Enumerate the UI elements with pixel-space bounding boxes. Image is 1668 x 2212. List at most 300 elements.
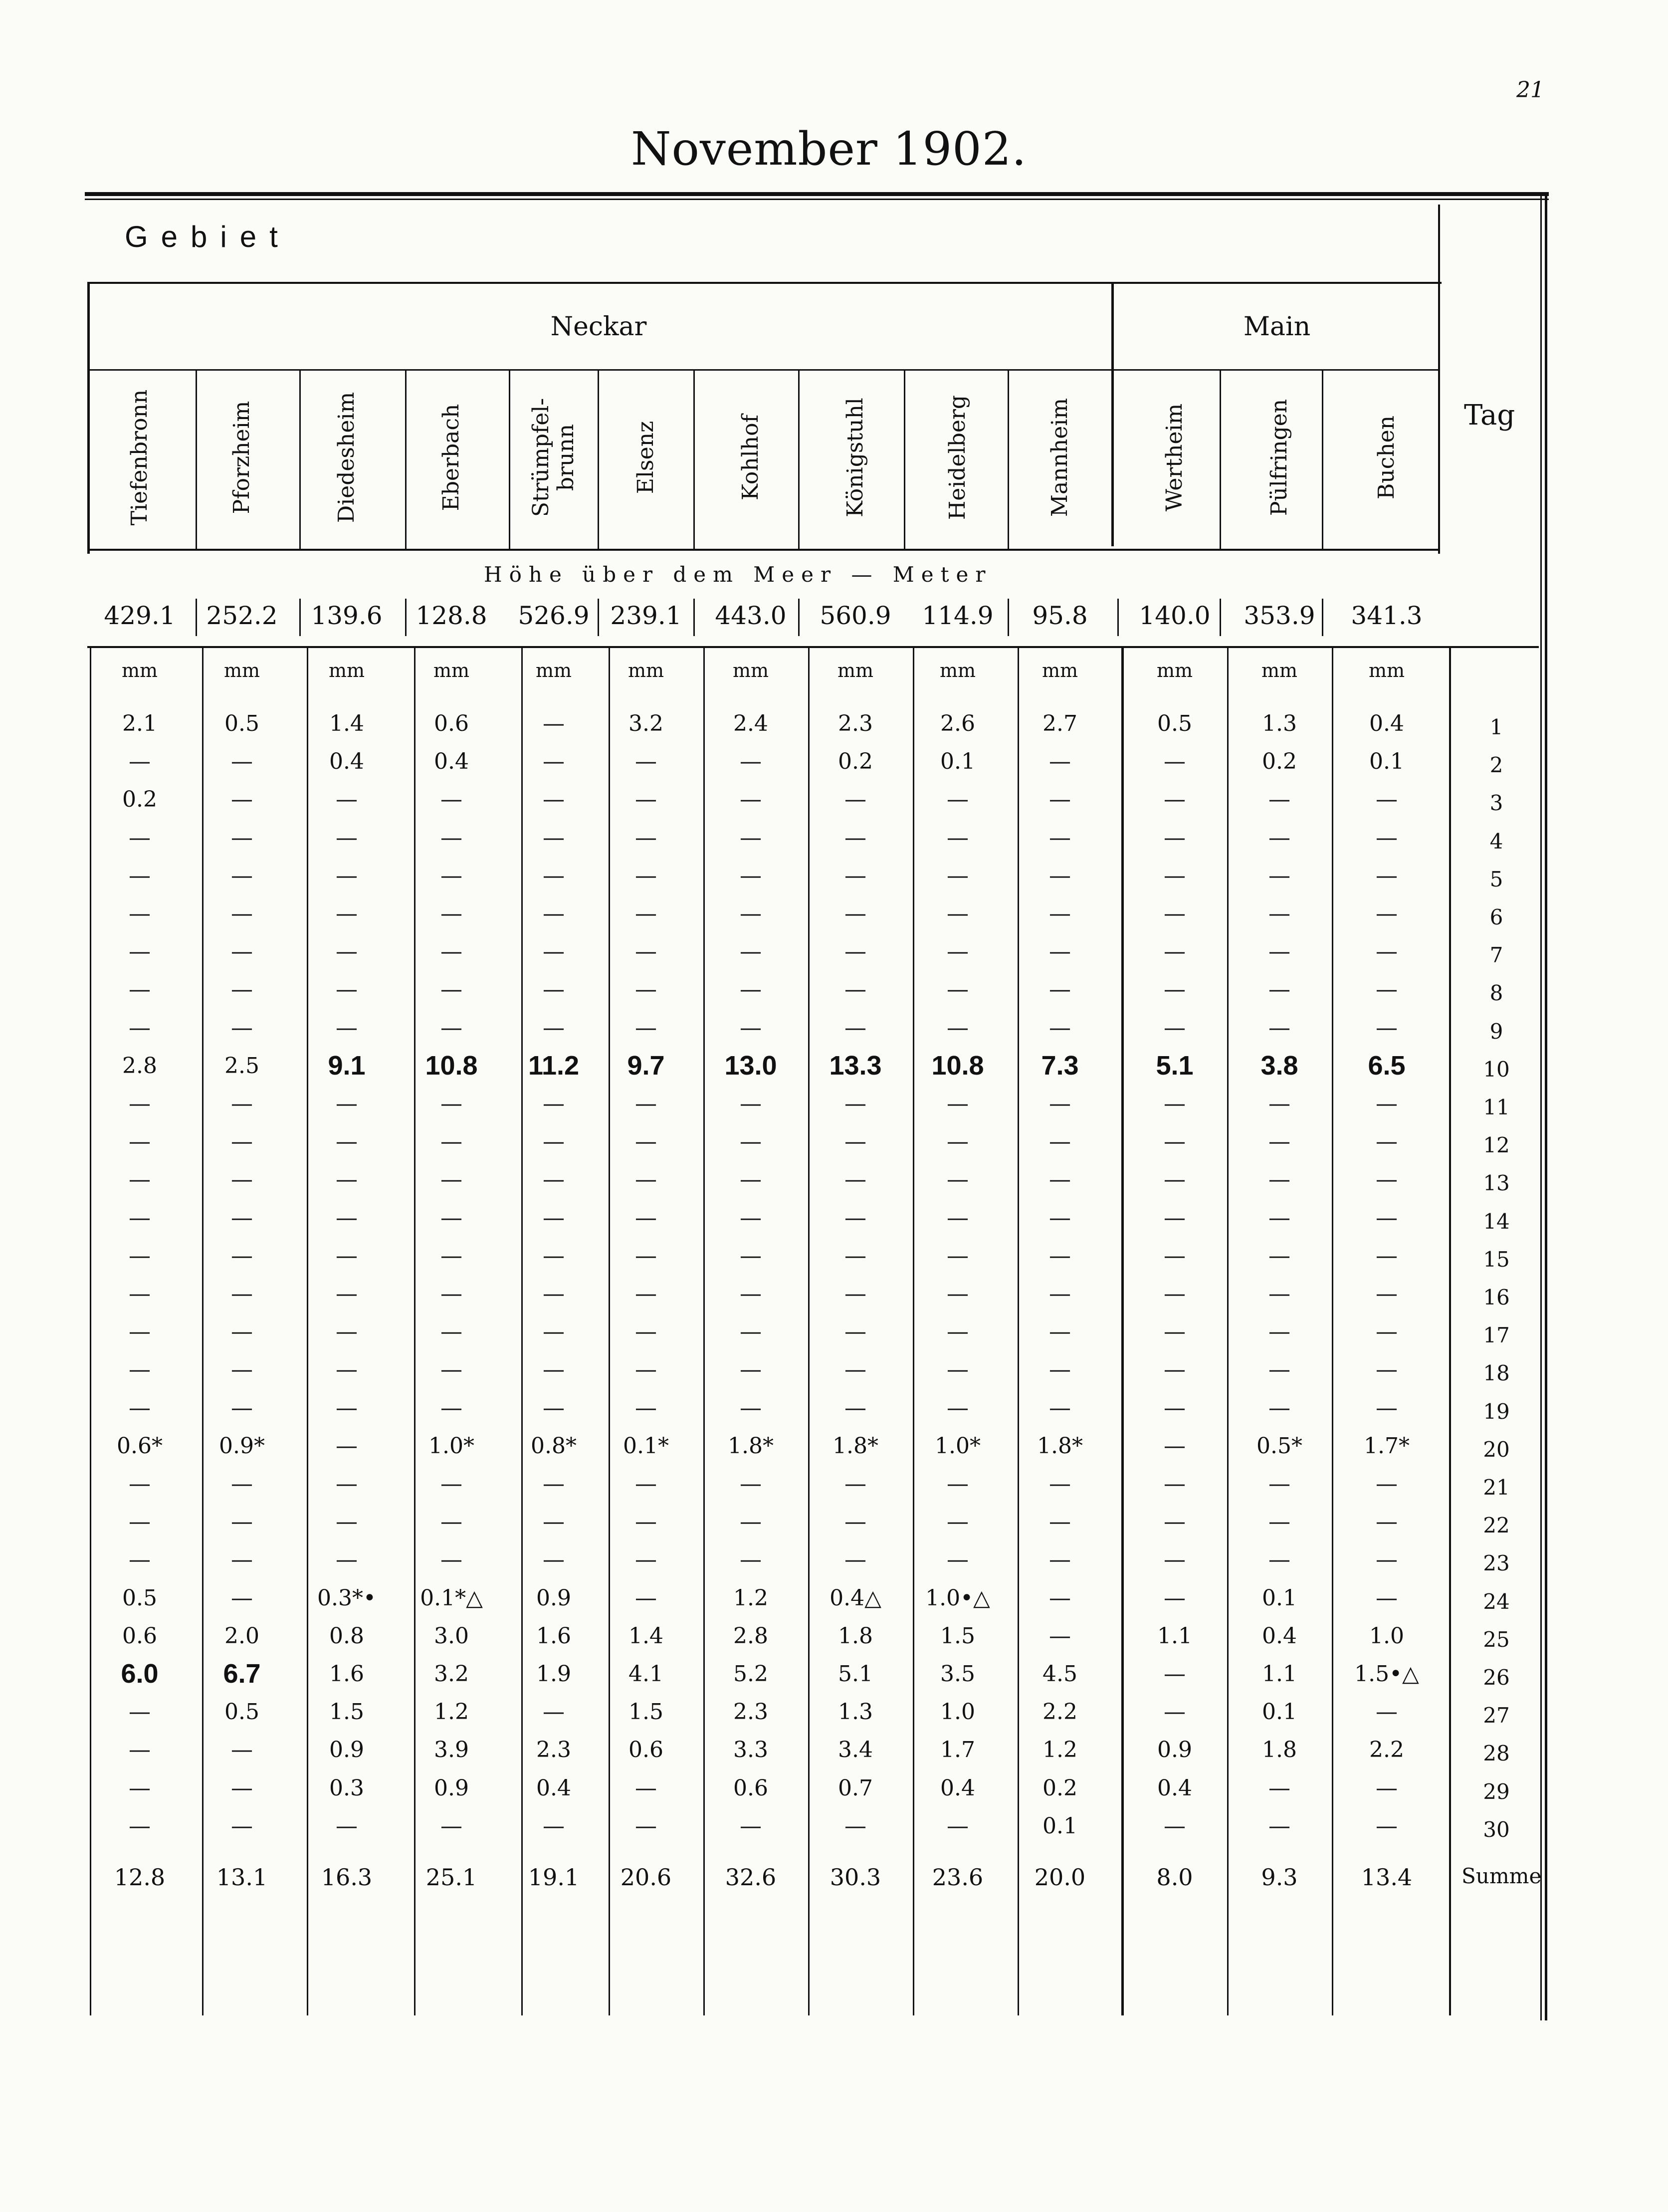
precip-cell: — bbox=[1376, 1509, 1398, 1535]
precip-cell: 2.3 bbox=[536, 1737, 571, 1763]
precip-cell: — bbox=[440, 1509, 462, 1535]
precip-cell: 1.8* bbox=[728, 1433, 774, 1459]
unit-label: mm bbox=[1368, 660, 1405, 681]
day-number: 23 bbox=[1483, 1551, 1510, 1576]
precip-cell: — bbox=[1049, 939, 1071, 965]
day-number: 21 bbox=[1483, 1475, 1510, 1500]
precip-cell: 2.3 bbox=[733, 1699, 768, 1725]
precip-cell: — bbox=[635, 1775, 657, 1801]
precip-cell: — bbox=[129, 1243, 151, 1269]
precip-cell: — bbox=[635, 1129, 657, 1155]
precip-cell: — bbox=[543, 1699, 565, 1725]
precip-cell: — bbox=[844, 1547, 866, 1573]
page-number: 21 bbox=[1516, 77, 1544, 103]
precip-cell: — bbox=[1049, 1319, 1071, 1345]
precip-cell: — bbox=[635, 1319, 657, 1345]
precip-cell: — bbox=[844, 1091, 866, 1116]
station-name bbox=[1230, 370, 1329, 545]
station-name bbox=[90, 370, 190, 545]
tag-column-divider bbox=[1438, 205, 1440, 554]
day-number: 6 bbox=[1489, 905, 1503, 929]
sum-value: 25.1 bbox=[425, 1864, 477, 1891]
precip-cell: — bbox=[1164, 977, 1186, 1003]
precip-cell: 0.8* bbox=[531, 1433, 577, 1459]
precip-cell: — bbox=[129, 1167, 151, 1193]
precip-cell: — bbox=[740, 787, 762, 813]
precip-cell: — bbox=[740, 1167, 762, 1193]
precip-cell: — bbox=[231, 863, 253, 888]
precip-cell: — bbox=[635, 1205, 657, 1231]
precip-cell: — bbox=[1164, 1281, 1186, 1307]
precip-cell: — bbox=[635, 939, 657, 965]
day-number: 7 bbox=[1489, 943, 1503, 968]
precip-cell: 6.7 bbox=[223, 1659, 261, 1689]
precip-cell: — bbox=[1164, 1661, 1186, 1687]
precip-cell: 1.0 bbox=[1369, 1623, 1404, 1649]
precip-cell: — bbox=[844, 1813, 866, 1839]
precip-cell: — bbox=[740, 1015, 762, 1041]
page-title: November 1902. bbox=[631, 122, 1027, 176]
group-main: Main bbox=[1243, 312, 1311, 342]
precip-cell: — bbox=[844, 1319, 866, 1345]
precip-cell: — bbox=[129, 749, 151, 775]
precip-cell: — bbox=[1164, 1129, 1186, 1155]
precip-cell: — bbox=[1049, 1509, 1071, 1535]
day-number: 15 bbox=[1483, 1247, 1510, 1272]
precip-cell: 0.4 bbox=[329, 749, 364, 775]
precip-cell: — bbox=[1049, 1205, 1071, 1231]
precip-cell: — bbox=[635, 825, 657, 851]
precip-cell: 3.4 bbox=[838, 1737, 873, 1763]
station-label: Kohlhof bbox=[738, 415, 763, 500]
precip-cell: 1.5 bbox=[628, 1699, 663, 1725]
precip-cell: — bbox=[336, 939, 358, 965]
precip-cell: 1.7* bbox=[1364, 1433, 1410, 1459]
precip-cell: — bbox=[844, 1281, 866, 1307]
precip-cell: — bbox=[740, 1091, 762, 1116]
precip-cell: — bbox=[947, 825, 969, 851]
precip-cell: 0.9 bbox=[434, 1775, 469, 1801]
precip-cell: — bbox=[1376, 1395, 1398, 1421]
precip-cell: — bbox=[740, 1509, 762, 1535]
precip-cell: — bbox=[844, 825, 866, 851]
precip-cell: — bbox=[1376, 1775, 1398, 1801]
precip-cell: 1.8* bbox=[1037, 1433, 1083, 1459]
precip-cell: — bbox=[440, 1129, 462, 1155]
precip-cell: — bbox=[440, 825, 462, 851]
precip-cell: — bbox=[947, 1243, 969, 1269]
precip-cell: — bbox=[1268, 1205, 1290, 1231]
precip-cell: — bbox=[1164, 749, 1186, 775]
precip-cell: — bbox=[440, 1357, 462, 1383]
precip-cell: 3.9 bbox=[434, 1737, 469, 1763]
precip-cell: 0.2 bbox=[122, 787, 157, 813]
precip-cell: — bbox=[543, 787, 565, 813]
precip-cell: 1.2 bbox=[1042, 1737, 1077, 1763]
day-number: 11 bbox=[1483, 1095, 1510, 1119]
precip-cell: — bbox=[231, 1281, 253, 1307]
precip-cell: — bbox=[1164, 1091, 1186, 1116]
precip-cell: 9.7 bbox=[627, 1050, 665, 1081]
precip-cell: — bbox=[1164, 1433, 1186, 1459]
precip-cell: 1.5 bbox=[940, 1623, 975, 1649]
precip-cell: — bbox=[1268, 1015, 1290, 1041]
station-name bbox=[806, 370, 905, 545]
precip-cell: — bbox=[129, 1015, 151, 1041]
precip-cell: — bbox=[1268, 787, 1290, 813]
unit-label: mm bbox=[328, 660, 365, 681]
precip-cell: — bbox=[336, 1357, 358, 1383]
elevation-value: 239.1 bbox=[610, 601, 682, 630]
precip-cell: 0.1*△ bbox=[420, 1585, 483, 1611]
precip-cell: — bbox=[947, 1813, 969, 1839]
precip-cell: — bbox=[543, 1091, 565, 1116]
precip-cell: — bbox=[231, 1205, 253, 1231]
elevation-value: 429.1 bbox=[104, 601, 176, 630]
precip-cell: — bbox=[1376, 1585, 1398, 1611]
precip-cell: 0.1 bbox=[1369, 749, 1404, 775]
precip-cell: 2.7 bbox=[1042, 711, 1077, 736]
precip-cell: — bbox=[844, 1129, 866, 1155]
precip-cell: — bbox=[543, 1471, 565, 1497]
station-label: Tiefenbronn bbox=[127, 389, 152, 526]
elevation-value: 252.2 bbox=[206, 601, 278, 630]
elevation-value: 114.9 bbox=[922, 601, 994, 630]
precip-cell: — bbox=[1164, 1585, 1186, 1611]
precip-cell: — bbox=[740, 1471, 762, 1497]
precip-cell: — bbox=[1049, 1547, 1071, 1573]
precip-cell: — bbox=[635, 1585, 657, 1611]
precip-cell: — bbox=[1049, 1471, 1071, 1497]
station-label: Wertheim bbox=[1162, 403, 1187, 512]
precip-cell: — bbox=[635, 1357, 657, 1383]
precip-cell: — bbox=[336, 1319, 358, 1345]
precip-cell: — bbox=[1268, 1395, 1290, 1421]
precip-cell: — bbox=[543, 863, 565, 888]
precip-cell: — bbox=[231, 1243, 253, 1269]
day-number: 14 bbox=[1483, 1209, 1510, 1234]
precip-cell: — bbox=[336, 977, 358, 1003]
precip-cell: 0.1 bbox=[1262, 1699, 1297, 1725]
precip-cell: — bbox=[543, 749, 565, 775]
precip-cell: 1.1 bbox=[1262, 1661, 1297, 1687]
precip-cell: — bbox=[336, 1129, 358, 1155]
station-name bbox=[908, 370, 1008, 545]
precip-cell: — bbox=[1049, 1357, 1071, 1383]
unit-label: mm bbox=[627, 660, 664, 681]
station-label: Mannheim bbox=[1047, 398, 1072, 517]
precip-cell: — bbox=[947, 1471, 969, 1497]
precip-cell: — bbox=[1376, 1129, 1398, 1155]
day-number: 28 bbox=[1483, 1741, 1510, 1766]
day-number: 17 bbox=[1483, 1323, 1510, 1348]
sum-value: 19.1 bbox=[528, 1864, 580, 1891]
precip-cell: — bbox=[129, 1091, 151, 1116]
precip-cell: 0.6 bbox=[434, 711, 469, 736]
precip-cell: — bbox=[129, 977, 151, 1003]
precip-cell: — bbox=[543, 1319, 565, 1345]
group-neckar: Neckar bbox=[550, 312, 647, 342]
precip-cell: — bbox=[129, 1319, 151, 1345]
precip-cell: — bbox=[1268, 1129, 1290, 1155]
precip-cell: — bbox=[1049, 1129, 1071, 1155]
precip-cell: — bbox=[440, 863, 462, 888]
precip-cell: 1.5 bbox=[329, 1699, 364, 1725]
station-name bbox=[192, 370, 292, 545]
precip-cell: — bbox=[543, 939, 565, 965]
precip-cell: — bbox=[543, 1813, 565, 1839]
precip-cell: 0.6 bbox=[122, 1623, 157, 1649]
precip-cell: — bbox=[1376, 901, 1398, 926]
precip-cell: — bbox=[129, 1547, 151, 1573]
precip-cell: — bbox=[635, 1091, 657, 1116]
precip-cell: — bbox=[1164, 1471, 1186, 1497]
precip-cell: 0.4 bbox=[1262, 1623, 1297, 1649]
precip-cell: — bbox=[947, 1357, 969, 1383]
precip-cell: — bbox=[1268, 825, 1290, 851]
precip-cell: — bbox=[740, 1395, 762, 1421]
precip-cell: 1.8 bbox=[1262, 1737, 1297, 1763]
precip-cell: 0.9 bbox=[329, 1737, 364, 1763]
sum-value: 20.0 bbox=[1034, 1864, 1086, 1891]
precip-cell: 2.8 bbox=[122, 1053, 157, 1079]
precip-cell: 0.4△ bbox=[830, 1585, 881, 1611]
precip-cell: — bbox=[740, 1319, 762, 1345]
precip-cell: — bbox=[635, 1395, 657, 1421]
day-number: 13 bbox=[1483, 1171, 1510, 1196]
precip-cell: — bbox=[740, 939, 762, 965]
precip-cell: — bbox=[1376, 1205, 1398, 1231]
precip-cell: — bbox=[635, 1243, 657, 1269]
precip-cell: — bbox=[336, 1471, 358, 1497]
precip-cell: 2.6 bbox=[940, 711, 975, 736]
precip-cell: — bbox=[947, 1167, 969, 1193]
precip-cell: 1.9 bbox=[536, 1661, 571, 1687]
precip-cell: 2.2 bbox=[1369, 1737, 1404, 1763]
precip-cell: — bbox=[231, 1813, 253, 1839]
precip-cell: — bbox=[543, 1015, 565, 1041]
precip-cell: — bbox=[129, 1357, 151, 1383]
precip-cell: — bbox=[231, 1775, 253, 1801]
precip-cell: — bbox=[1049, 901, 1071, 926]
precip-cell: — bbox=[740, 825, 762, 851]
precip-cell: — bbox=[543, 1167, 565, 1193]
unit-label: mm bbox=[121, 660, 158, 681]
precip-cell: — bbox=[635, 863, 657, 888]
precip-cell: — bbox=[740, 1129, 762, 1155]
top-rule-thin bbox=[85, 199, 1549, 200]
precip-cell: 0.1 bbox=[940, 749, 975, 775]
precip-cell: — bbox=[1164, 1167, 1186, 1193]
precip-cell: — bbox=[129, 825, 151, 851]
precip-cell: — bbox=[1049, 749, 1071, 775]
day-number: 10 bbox=[1483, 1057, 1510, 1082]
precip-cell: — bbox=[1376, 1243, 1398, 1269]
precip-cell: — bbox=[740, 1813, 762, 1839]
station-name bbox=[504, 370, 604, 545]
precip-cell: — bbox=[635, 1813, 657, 1839]
precip-cell: — bbox=[1376, 1091, 1398, 1116]
precip-cell: 1.2 bbox=[733, 1585, 768, 1611]
unit-label: mm bbox=[433, 660, 470, 681]
precip-cell: 1.6 bbox=[536, 1623, 571, 1649]
precip-cell: — bbox=[1376, 787, 1398, 813]
precip-cell: — bbox=[1049, 1281, 1071, 1307]
precip-cell: — bbox=[844, 977, 866, 1003]
day-number: 9 bbox=[1489, 1019, 1503, 1044]
precip-cell: — bbox=[129, 901, 151, 926]
sum-value: 12.8 bbox=[114, 1864, 166, 1891]
unit-label: mm bbox=[837, 660, 874, 681]
precip-cell: — bbox=[1164, 1395, 1186, 1421]
precip-cell: — bbox=[844, 1205, 866, 1231]
precip-cell: — bbox=[1268, 1319, 1290, 1345]
precip-cell: — bbox=[1049, 1015, 1071, 1041]
precip-cell: 1.7 bbox=[940, 1737, 975, 1763]
precip-cell: — bbox=[231, 1091, 253, 1116]
sum-value: 13.4 bbox=[1361, 1864, 1413, 1891]
precip-cell: 0.1 bbox=[1262, 1585, 1297, 1611]
precip-cell: — bbox=[336, 1243, 358, 1269]
top-rule-thick bbox=[85, 192, 1549, 196]
unit-label: mm bbox=[1156, 660, 1193, 681]
elevation-divider bbox=[1117, 599, 1119, 636]
sum-value: 8.0 bbox=[1156, 1864, 1193, 1891]
precip-cell: 0.7 bbox=[838, 1775, 873, 1801]
precip-cell: — bbox=[1164, 939, 1186, 965]
precip-cell: — bbox=[844, 901, 866, 926]
precip-cell: 4.5 bbox=[1042, 1661, 1077, 1687]
precip-cell: — bbox=[1164, 863, 1186, 888]
precip-cell: — bbox=[336, 863, 358, 888]
precip-cell: 2.5 bbox=[224, 1053, 259, 1079]
precip-cell: — bbox=[844, 1509, 866, 1535]
unit-label: mm bbox=[223, 660, 260, 681]
precip-cell: — bbox=[1164, 901, 1186, 926]
precip-cell: 0.1* bbox=[623, 1433, 669, 1459]
precip-cell: — bbox=[440, 1395, 462, 1421]
precip-cell: — bbox=[440, 1281, 462, 1307]
sum-value: 16.3 bbox=[321, 1864, 373, 1891]
elevation-value: 560.9 bbox=[820, 601, 891, 630]
precip-cell: — bbox=[740, 863, 762, 888]
precip-cell: — bbox=[947, 901, 969, 926]
precip-cell: — bbox=[1049, 977, 1071, 1003]
gebiet-label: Gebiet bbox=[125, 220, 291, 253]
precip-cell: 13.3 bbox=[829, 1050, 882, 1081]
sum-value: 32.6 bbox=[725, 1864, 777, 1891]
day-number: 30 bbox=[1483, 1817, 1510, 1842]
precip-cell: — bbox=[947, 939, 969, 965]
elevation-value: 353.9 bbox=[1244, 601, 1315, 630]
precip-cell: 10.8 bbox=[425, 1050, 478, 1081]
precip-cell: 0.5 bbox=[224, 1699, 259, 1725]
precip-cell: — bbox=[543, 1129, 565, 1155]
precip-cell: 5.1 bbox=[1156, 1050, 1194, 1081]
station-name bbox=[1010, 370, 1110, 545]
precip-cell: — bbox=[1049, 1623, 1071, 1649]
precip-cell: — bbox=[1164, 1509, 1186, 1535]
station-label: Pülfringen bbox=[1266, 399, 1292, 516]
station-label: Königstuhl bbox=[842, 398, 868, 517]
precip-cell: — bbox=[1376, 863, 1398, 888]
precip-cell: — bbox=[947, 787, 969, 813]
precip-cell: — bbox=[1376, 977, 1398, 1003]
precip-cell: — bbox=[740, 749, 762, 775]
precip-cell: 0.4 bbox=[536, 1775, 571, 1801]
precip-cell: — bbox=[1268, 1167, 1290, 1193]
precip-cell: — bbox=[947, 1091, 969, 1116]
precip-cell: 0.5 bbox=[1157, 711, 1192, 736]
precip-cell: — bbox=[336, 1015, 358, 1041]
day-number: 18 bbox=[1483, 1361, 1510, 1386]
header-column-divider bbox=[1008, 370, 1009, 549]
precip-cell: — bbox=[129, 863, 151, 888]
precip-cell: — bbox=[1164, 1205, 1186, 1231]
precip-cell: 0.5 bbox=[122, 1585, 157, 1611]
precip-cell: — bbox=[844, 1015, 866, 1041]
precip-cell: 3.2 bbox=[628, 711, 663, 736]
precip-cell: — bbox=[129, 1129, 151, 1155]
precip-cell: — bbox=[231, 901, 253, 926]
precip-cell: — bbox=[1164, 787, 1186, 813]
precip-cell: — bbox=[1376, 1015, 1398, 1041]
hoehe-caption: Höhe über dem Meer — Meter bbox=[484, 562, 993, 587]
precip-cell: 0.3 bbox=[329, 1775, 364, 1801]
precip-cell: — bbox=[740, 901, 762, 926]
elevation-divider bbox=[1008, 599, 1009, 636]
precip-cell: 3.8 bbox=[1260, 1050, 1298, 1081]
precip-cell: — bbox=[844, 787, 866, 813]
day-number: 26 bbox=[1483, 1665, 1510, 1690]
tag-divider-body bbox=[1449, 648, 1451, 2015]
sum-value: 13.1 bbox=[216, 1864, 268, 1891]
precip-cell: 7.3 bbox=[1041, 1050, 1079, 1081]
precip-cell: — bbox=[1164, 1015, 1186, 1041]
precip-cell: — bbox=[440, 939, 462, 965]
precip-cell: — bbox=[1049, 1167, 1071, 1193]
precip-cell: — bbox=[1268, 1471, 1290, 1497]
precip-cell: — bbox=[231, 977, 253, 1003]
precip-cell: — bbox=[1376, 1813, 1398, 1839]
unit-label: mm bbox=[1261, 660, 1298, 681]
unit-label: mm bbox=[535, 660, 572, 681]
precip-cell: 0.9* bbox=[219, 1433, 265, 1459]
precip-cell: — bbox=[844, 1243, 866, 1269]
precip-cell: 5.1 bbox=[838, 1661, 873, 1687]
precip-cell: 0.9 bbox=[536, 1585, 571, 1611]
elevation-divider bbox=[1220, 599, 1221, 636]
day-number: 2 bbox=[1489, 753, 1503, 778]
precip-cell: — bbox=[231, 1319, 253, 1345]
day-number: 24 bbox=[1483, 1589, 1510, 1614]
precip-cell: 0.2 bbox=[838, 749, 873, 775]
precip-cell: — bbox=[1164, 1699, 1186, 1725]
precip-cell: — bbox=[129, 1281, 151, 1307]
neckar-main-divider-head bbox=[1111, 282, 1114, 546]
precip-cell: — bbox=[336, 1091, 358, 1116]
precip-cell: 1.2 bbox=[434, 1699, 469, 1725]
precip-cell: — bbox=[1268, 1281, 1290, 1307]
precip-cell: — bbox=[440, 1205, 462, 1231]
precip-cell: — bbox=[1164, 1357, 1186, 1383]
precip-cell: — bbox=[947, 863, 969, 888]
elevation-value: 443.0 bbox=[715, 601, 787, 630]
precip-cell: 0.4 bbox=[434, 749, 469, 775]
precip-cell: — bbox=[440, 787, 462, 813]
precip-cell: 1.8 bbox=[838, 1623, 873, 1649]
station-name bbox=[596, 370, 696, 545]
